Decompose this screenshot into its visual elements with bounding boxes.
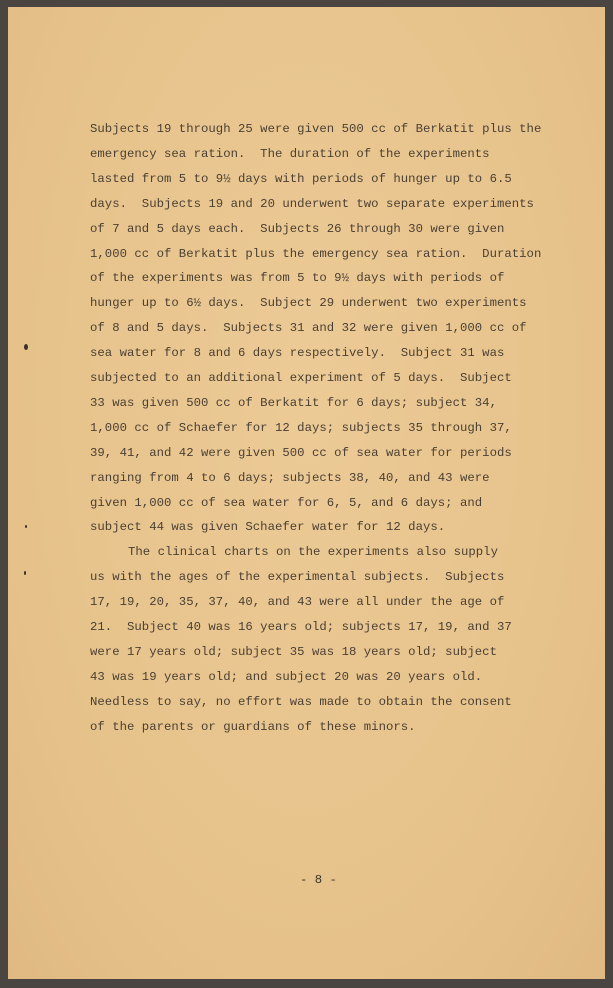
punch-mark [24, 344, 28, 350]
text-line: ranging from 4 to 6 days; subjects 38, 40, and 43 were [90, 470, 490, 485]
text-line: us with the ages of the experimental subjects. Subjects [90, 570, 505, 585]
punch-mark [24, 571, 26, 575]
text-line: 1,000 cc of Schaefer for 12 days; subjects 35 through 37, [90, 420, 512, 435]
document-page [8, 7, 605, 979]
text-line: The clinical charts on the experiments also supply [128, 545, 498, 560]
text-line: hunger up to 6½ days. Subject 29 underwent two experiments [90, 296, 527, 311]
text-line: 33 was given 500 cc of Berkatit for 6 days; subject 34, [90, 395, 497, 410]
text-line: subjected to an additional experiment of 5 days. Subject [90, 371, 512, 385]
text-line: of 7 and 5 days each. Subjects 26 through 30 were given [90, 221, 505, 236]
text-line: given 1,000 cc of sea water for 6, 5, and 6 days; and [90, 495, 483, 510]
text-line: 39, 41, and 42 were given 500 cc of sea water for periods [90, 445, 512, 460]
text-line: subject 44 was given Schaefer water for 12 days. [90, 520, 446, 535]
text-line: days. Subjects 19 and 20 underwent two separate experiments [90, 196, 534, 211]
text-line: lasted from 5 to 9½ days with periods of hunger up to 6.5 [90, 171, 512, 186]
text-line: were 17 years old; subject 35 was 18 years old; subject [90, 644, 497, 659]
text-line: sea water for 8 and 6 days respectively. Subject 31 was [90, 346, 505, 361]
text-line: 1,000 cc of Berkatit plus the emergency sea ration. Duration [90, 246, 542, 261]
page-number: - 8 - [300, 873, 337, 887]
text-line: 17, 19, 20, 35, 37, 40, and 43 were all under the age of [90, 595, 505, 610]
text-line: of 8 and 5 days. Subjects 31 and 32 were given 1,000 cc of [90, 321, 527, 336]
text-line: Subjects 19 through 25 were given 500 cc of Berkatit plus the [90, 122, 542, 136]
punch-mark [25, 525, 27, 528]
text-line: emergency sea ration. The duration of the experiments [90, 146, 490, 161]
text-line: Needless to say, no effort was made to obtain the consent [90, 694, 512, 709]
text-line: 21. Subject 40 was 16 years old; subjects 17, 19, and 37 [90, 620, 512, 634]
text-line: 43 was 19 years old; and subject 20 was 20 years old. [90, 669, 483, 684]
text-line: of the experiments was from 5 to 9½ days with periods of [90, 271, 505, 286]
text-line: of the parents or guardians of these minors. [90, 719, 416, 734]
